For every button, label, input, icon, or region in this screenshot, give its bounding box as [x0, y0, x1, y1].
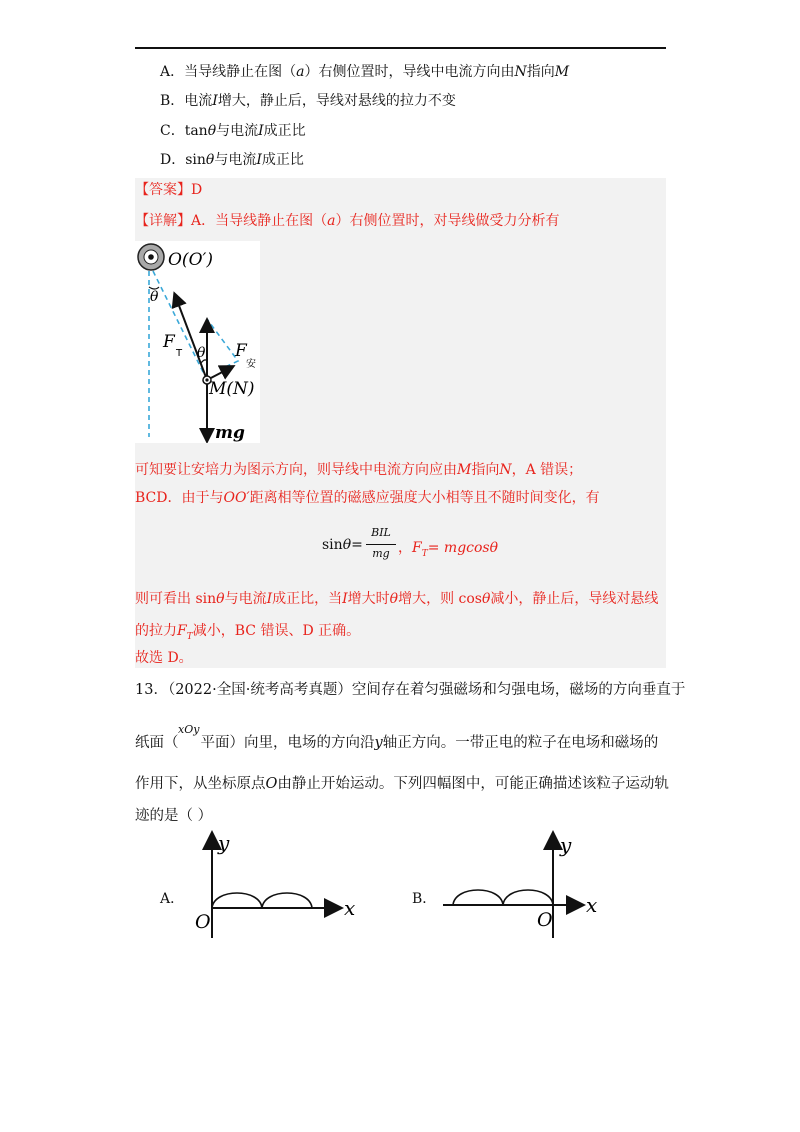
- plane-superscript: xOy: [178, 723, 200, 736]
- choice-a-trajectory: [212, 893, 312, 908]
- question-line-2: 纸面（ 平面）向里，电场的方向沿y轴正方向。一带正电的粒子在电场和磁场的: [135, 735, 659, 751]
- question-line-3: 作用下，从坐标原点O由静止开始运动。下列四幅图中，可能正确描述该粒子运动轨: [135, 776, 669, 792]
- choice-b-o-label: O: [537, 909, 553, 931]
- detail-line: 【详解】A．当导线静止在图（a）右侧位置时，对导线做受力分析有: [135, 213, 560, 229]
- choice-b-trajectory: [453, 890, 553, 905]
- force-diagram-svg: [135, 241, 260, 443]
- ft-label: F: [163, 332, 175, 352]
- ft-sub-label: T: [176, 348, 183, 359]
- mg-label: mg: [215, 423, 245, 443]
- explain-line-5: 故选 D。: [135, 650, 193, 666]
- top-rule: [135, 47, 666, 49]
- choice-a-label[interactable]: A．: [160, 891, 185, 907]
- choice-a-o-label: O: [195, 911, 211, 933]
- theta-mid-label: θ: [197, 345, 206, 361]
- question-line-4: 迹的是（ ）: [135, 808, 213, 824]
- option-d[interactable]: D．sinθ与电流I成正比: [160, 152, 304, 168]
- tension-arrow: [175, 295, 207, 380]
- formula-ft: ，$F_T= mgcos\theta$: [398, 540, 499, 559]
- answer-line: 【答案】D: [135, 182, 203, 198]
- fraction-bar: [366, 544, 396, 545]
- option-b[interactable]: B．电流I增大，静止后，导线对悬线的拉力不变: [160, 93, 456, 109]
- choice-b-y-label: y: [560, 833, 572, 857]
- fan-sub-label: 安: [246, 359, 256, 370]
- explain-line-1: 可知要让安培力为图示方向，则导线中电流方向应由M指向N，A 错误；: [135, 462, 583, 478]
- choice-b-graph[interactable]: [440, 830, 610, 940]
- fan-label: F: [235, 341, 247, 361]
- pivot-dot: [148, 254, 154, 260]
- pivot-label: O(O′): [168, 250, 213, 270]
- choice-a-graph[interactable]: [190, 826, 370, 944]
- choice-a-y-label: y: [218, 831, 230, 855]
- explain-line-3: 则可看出 sinθ与电流I成正比，当I增大时θ增大，则 cosθ减小，静止后，导线对悬线: [135, 591, 659, 607]
- parallelogram-dashed: [207, 319, 238, 368]
- formula-sin: sinθ=: [322, 537, 363, 553]
- force-diagram: [135, 241, 260, 443]
- formula-denominator: mg: [372, 547, 390, 560]
- option-c[interactable]: C．tanθ与电流I成正比: [160, 123, 306, 139]
- choice-a-x-label: x: [344, 896, 356, 920]
- suspension-dashed: [153, 271, 207, 380]
- question-line-1: 13．（2022·全国·统考高考真题）空间存在着匀强磁场和匀强电场，磁场的方向垂直于: [135, 682, 686, 698]
- explain-line-2: BCD．由于与OO′距离相等位置的磁感应强度大小相等且不随时间变化，有: [135, 490, 600, 506]
- choice-b-label[interactable]: B．: [412, 891, 437, 907]
- wire-label: M(N): [209, 379, 255, 399]
- option-a[interactable]: A．当导线静止在图（a）右侧位置时，导线中电流方向由N指向M: [160, 64, 570, 80]
- theta-top-label: θ: [150, 289, 159, 305]
- formula-numerator: BIL: [371, 526, 391, 539]
- choice-b-x-label: x: [586, 893, 598, 917]
- explain-line-4: 的拉力$F_T$减小，BC 错误、D 正确。: [135, 623, 361, 642]
